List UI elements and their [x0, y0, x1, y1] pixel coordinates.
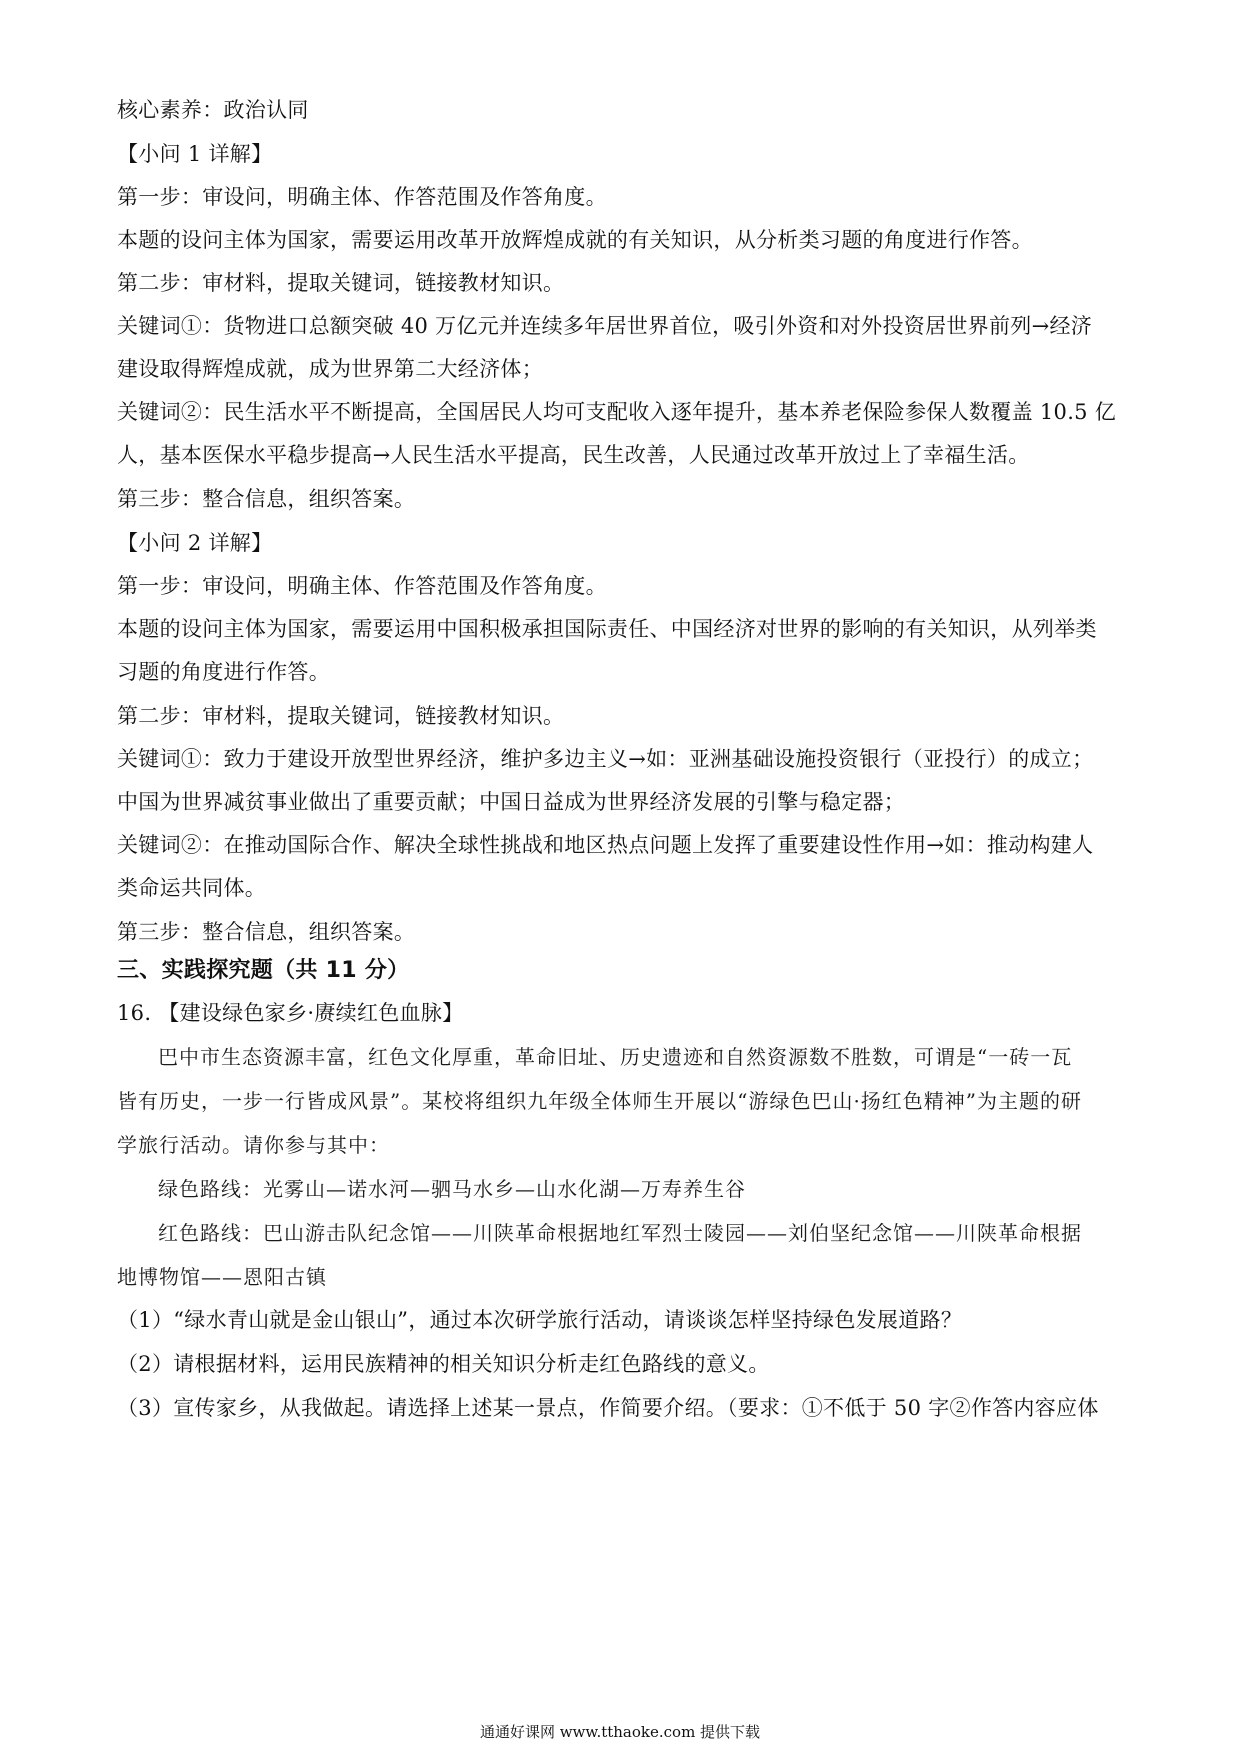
q2-step2: 第二步：审材料，提取关键词，链接教材知识。: [117, 704, 565, 728]
q2-step1-text-line2: 习题的角度进行作答。: [117, 660, 330, 684]
core-literacy-line: 核心素养：政治认同: [117, 98, 309, 122]
material-paragraph-line2: 皆有历史，一步一行皆成风景”。某校将组织九年级全体师生开展以“游绿色巴山·扬红色精神”为主题的研: [117, 1089, 1083, 1113]
q1-keyword1-line2: 建设取得辉煌成就，成为世界第二大经济体；: [117, 357, 543, 381]
q2-keyword1-line1: 关键词①：致力于建设开放型世界经济，维护多边主义→如：亚洲基础设施投资银行（亚投行）的成立；: [117, 747, 1094, 771]
q1-keyword2-line2: 人，基本医保水平稳步提高→人民生活水平提高，民生改善，人民通过改革开放过上了幸福生活。: [117, 443, 1030, 467]
q2-step1-text-line1: 本题的设问主体为国家，需要运用中国积极承担国际责任、中国经济对世界的影响的有关知识，从列举类: [117, 617, 1097, 641]
red-route-line1: 红色路线：巴山游击队纪念馆——川陕革命根据地红军烈士陵园——刘伯坚纪念馆——川陕革命根据: [158, 1221, 1082, 1245]
q2-keyword1-line2: 中国为世界减贫事业做出了重要贡献；中国日益成为世界经济发展的引擎与稳定器；: [117, 790, 906, 814]
page-footer-source: 通通好课网 www.tthaoke.com 提供下载: [479, 1723, 761, 1741]
q2-detail-heading: 【小问 2 详解】: [117, 531, 273, 555]
q1-step3: 第三步：整合信息，组织答案。: [117, 487, 416, 511]
q2-keyword2-line2: 类命运共同体。: [117, 876, 267, 900]
q2-step1: 第一步：审设问，明确主体、作答范围及作答角度。: [117, 574, 607, 598]
q2-keyword2-line1: 关键词②：在推动国际合作、解决全球性挑战和地区热点问题上发挥了重要建设性作用→如：推动构建人: [117, 833, 1094, 857]
sub-question-1: （1）“绿水青山就是金山银山”，通过本次研学旅行活动，请谈谈怎样坚持绿色发展道路？: [117, 1308, 963, 1332]
q1-detail-heading: 【小问 1 详解】: [117, 142, 273, 166]
q1-step1-text: 本题的设问主体为国家，需要运用改革开放辉煌成就的有关知识，从分析类习题的角度进行作答。: [117, 228, 1033, 252]
q2-step3: 第三步：整合信息，组织答案。: [117, 920, 416, 944]
q1-keyword1-line1: 关键词①：货物进口总额突破 40 万亿元并连续多年居世界首位，吸引外资和对外投资居世界前列→经济: [117, 314, 1093, 338]
sub-question-3: （3）宣传家乡，从我做起。请选择上述某一景点，作简要介绍。（要求：①不低于 50 字②作答内容应体: [117, 1396, 1099, 1420]
material-paragraph-line3: 学旅行活动。请你参与其中：: [117, 1133, 390, 1157]
green-route-line: 绿色路线：光雾山—诺水河—驷马水乡—山水化湖—万寿养生谷: [158, 1177, 746, 1201]
q1-step1: 第一步：审设问，明确主体、作答范围及作答角度。: [117, 185, 607, 209]
q1-step2: 第二步：审材料，提取关键词，链接教材知识。: [117, 271, 565, 295]
sub-question-2: （2）请根据材料，运用民族精神的相关知识分析走红色路线的意义。: [117, 1352, 770, 1376]
material-paragraph-line1: 巴中市生态资源丰富，红色文化厚重，革命旧址、历史遗迹和自然资源数不胜数，可谓是“一砖一瓦: [158, 1045, 1073, 1069]
section-heading-practice: 三、实践探究题（共 11 分）: [117, 958, 410, 983]
question-16-title: 16. 【建设绿色家乡·赓续红色血脉】: [117, 1001, 464, 1025]
red-route-line2: 地博物馆——恩阳古镇: [117, 1265, 327, 1289]
q1-keyword2-line1: 关键词②：民生活水平不断提高，全国居民人均可支配收入逐年提升，基本养老保险参保人数覆盖 10.5 亿: [117, 400, 1117, 424]
